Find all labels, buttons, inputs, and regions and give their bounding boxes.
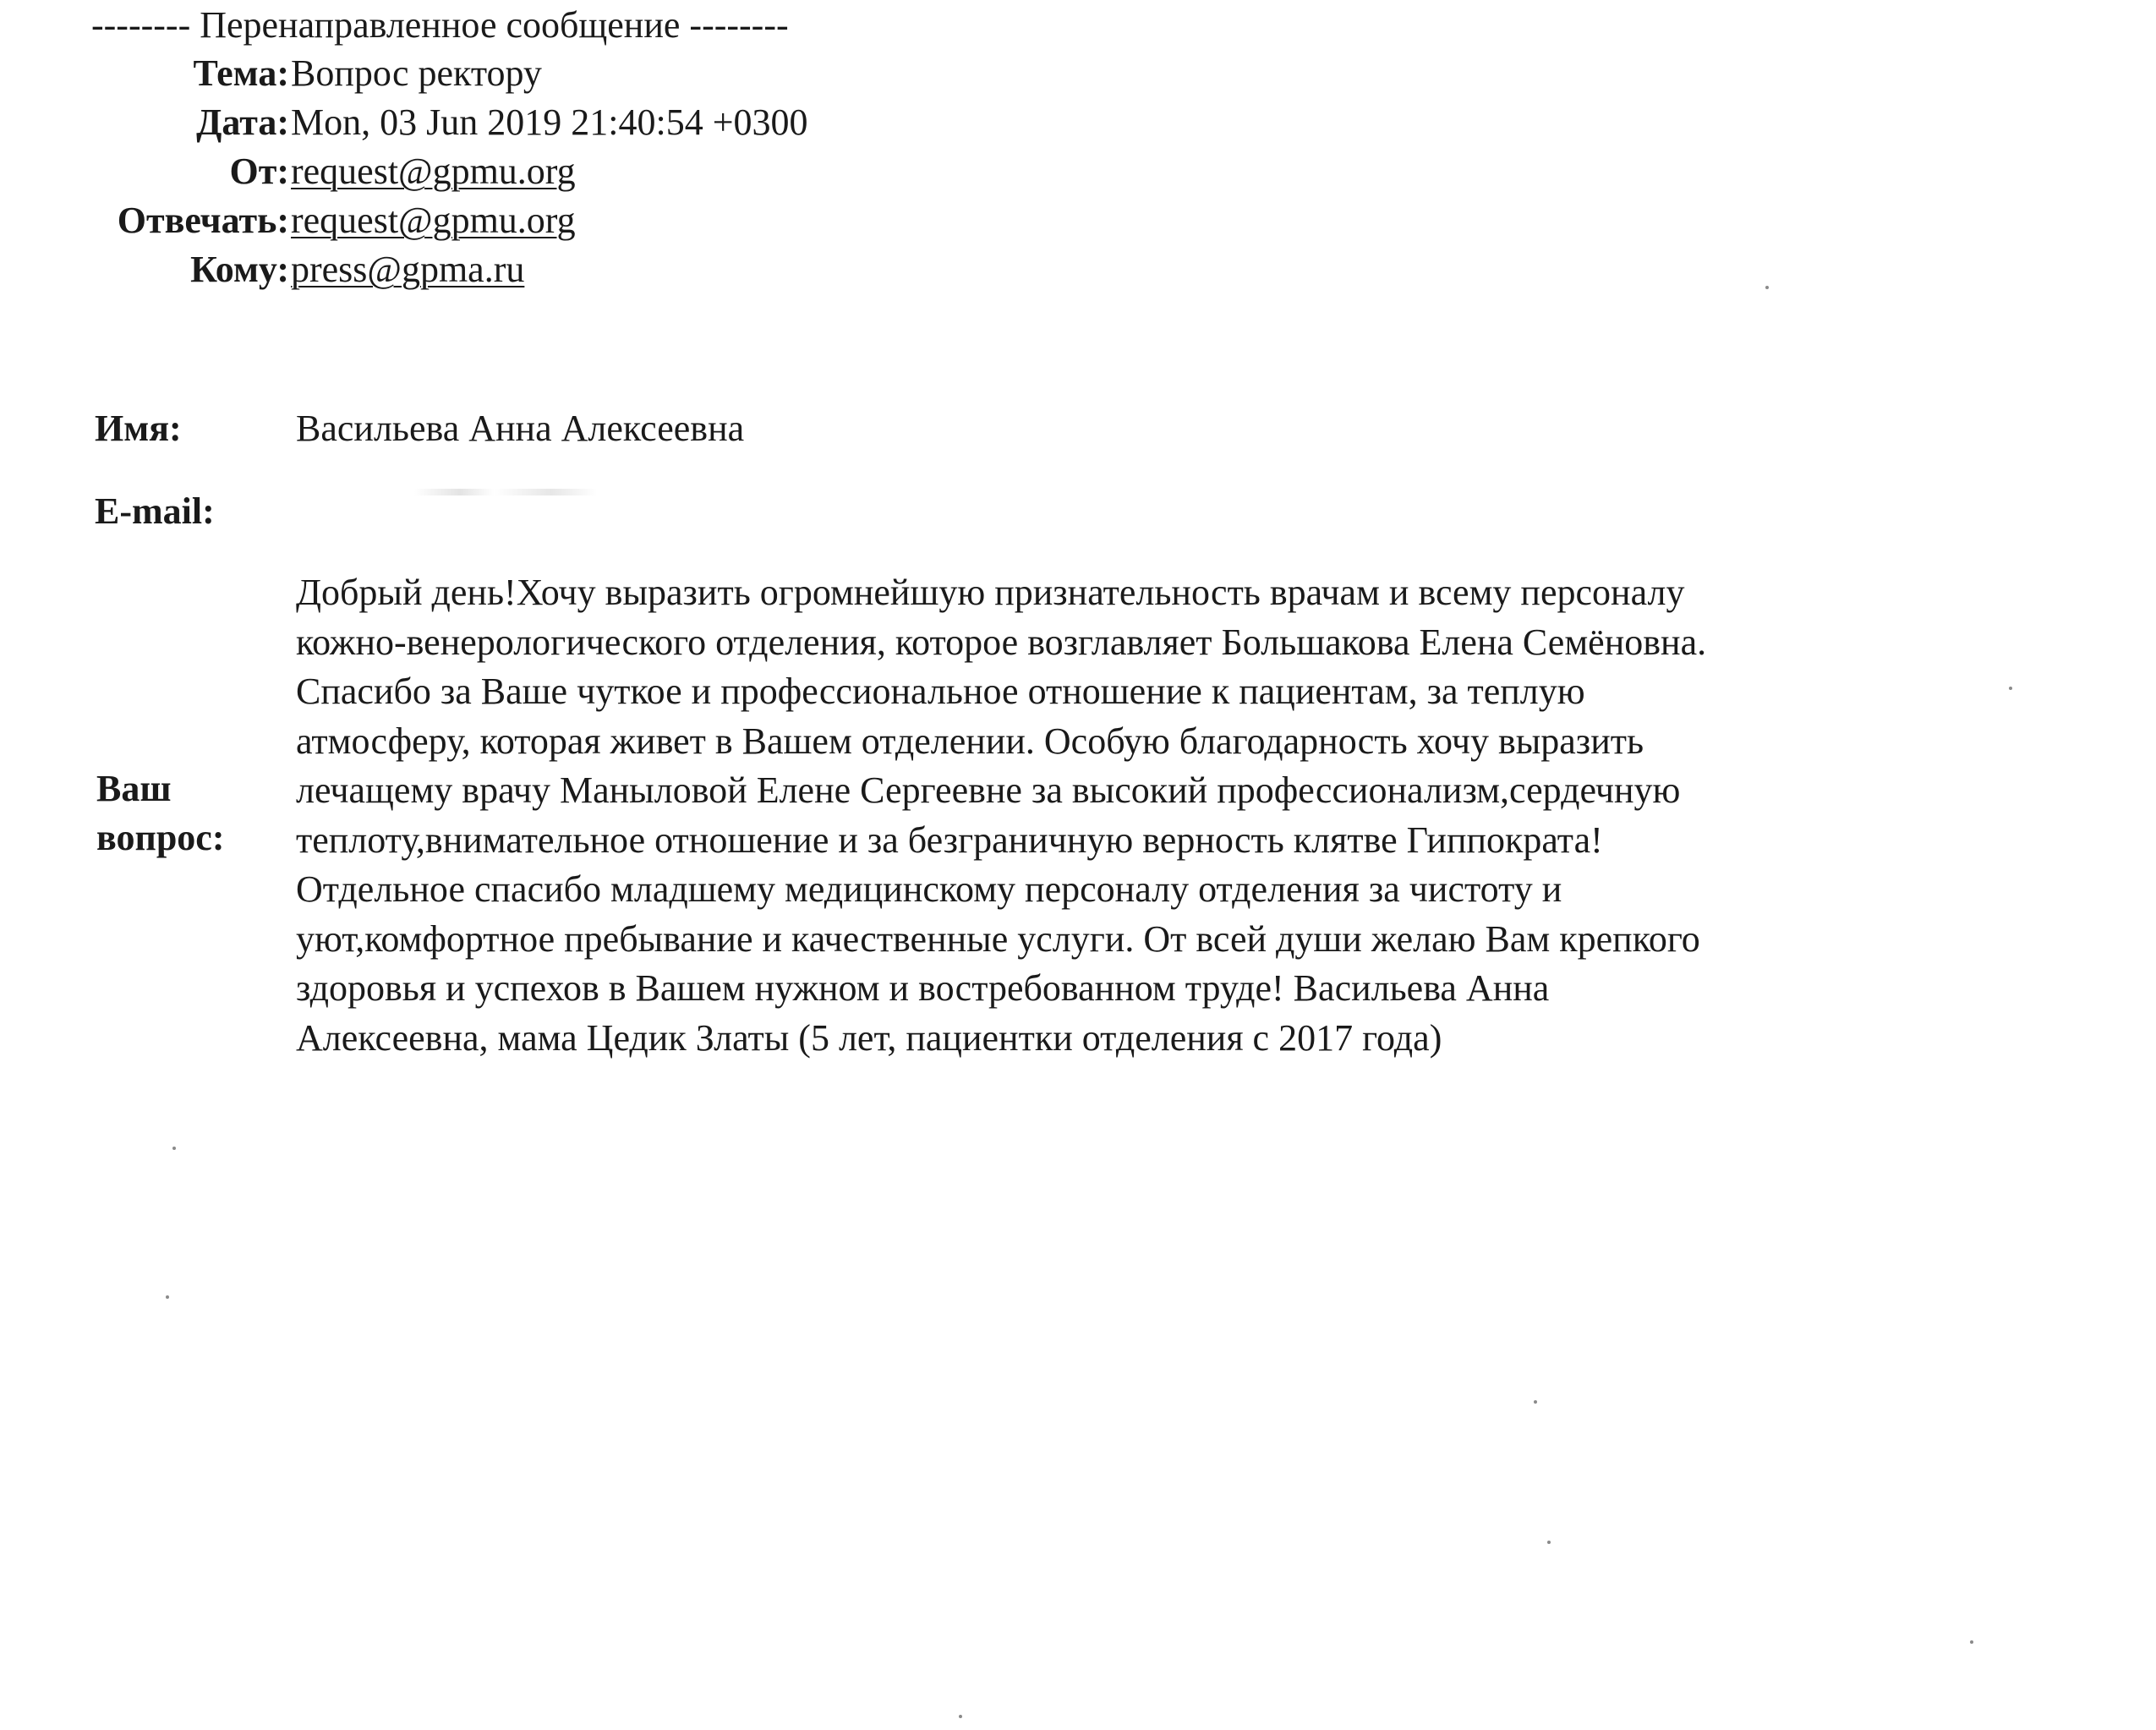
from-row: [0, 147, 2156, 196]
subject-row: [0, 49, 2156, 98]
date-label: Дата:: [196, 101, 289, 143]
reply-to-row: [0, 196, 2156, 245]
name-value: Васильева Анна Алексеевна: [296, 408, 745, 449]
question-label-line1: Ваш: [96, 768, 172, 809]
question-line: лечащему врачу Маныловой Елене Сергеевне за высокий профессионализм,сердечную: [296, 769, 1681, 811]
name-label: Имя:: [95, 408, 182, 449]
question-line: здоровья и успехов в Вашем нужном и востребованном труде! Васильева Анна: [296, 967, 1550, 1009]
subject-label: Тема:: [193, 52, 289, 94]
question-line: атмосферу, которая живет в Вашем отделении. Особую благодарность хочу выразить: [296, 720, 1644, 762]
subject-value: Вопрос ректору: [291, 52, 542, 94]
to-label: Кому:: [190, 249, 289, 290]
question-label-line2: вопрос:: [96, 817, 225, 858]
question-line: Спасибо за Ваше чуткое и профессиональное отношение к пациентам, за теплую: [296, 671, 1585, 712]
question-line: теплоту,внимательное отношение и за безграничную верность клятве Гиппократа!: [296, 818, 1603, 861]
scan-speck: [166, 1295, 169, 1299]
forwarded-message-header: -------- Перенаправленное сообщение --------: [91, 4, 789, 46]
scan-speck: [1970, 1640, 1973, 1644]
scan-speck: [1534, 1400, 1537, 1404]
question-text: [296, 568, 1978, 1063]
question-line: Добрый день!Хочу выразить огромнейшую признательность врачам и всему персоналу: [296, 572, 1685, 613]
question-line: кожно-венерологического отделения, которое возглавляет Большакова Елена Семёновна.: [296, 621, 1707, 663]
scan-speck: [1765, 286, 1769, 289]
reply-to-email-link[interactable]: request@gpmu.org: [291, 200, 576, 241]
date-value: Mon, 03 Jun 2019 21:40:54 +0300: [291, 101, 808, 143]
reply-to-label: Отвечать:: [117, 200, 289, 241]
question-line: Отдельное спасибо младшему медицинскому персоналу отделения за чистоту и: [296, 868, 1562, 910]
redacted-email-smudge: [414, 489, 643, 495]
question-line: уют,комфортное пребывание и качественные услуги. От всей души желаю Вам крепкого: [296, 917, 1700, 960]
scan-speck: [172, 1147, 176, 1150]
scan-speck: [2009, 687, 2012, 690]
question-label: [96, 764, 224, 862]
to-row: [0, 245, 2156, 294]
question-line: Алексеевна, мама Цедик Златы (5 лет, пациентки отделения с 2017 года): [296, 1016, 1442, 1059]
scan-speck: [1547, 1541, 1551, 1544]
email-label: E-mail:: [95, 490, 215, 532]
from-email-link[interactable]: request@gpmu.org: [291, 151, 576, 192]
from-label: От:: [229, 151, 289, 192]
to-email-link[interactable]: press@gpma.ru: [291, 249, 525, 290]
scan-speck: [959, 1715, 962, 1718]
date-row: [0, 98, 2156, 147]
